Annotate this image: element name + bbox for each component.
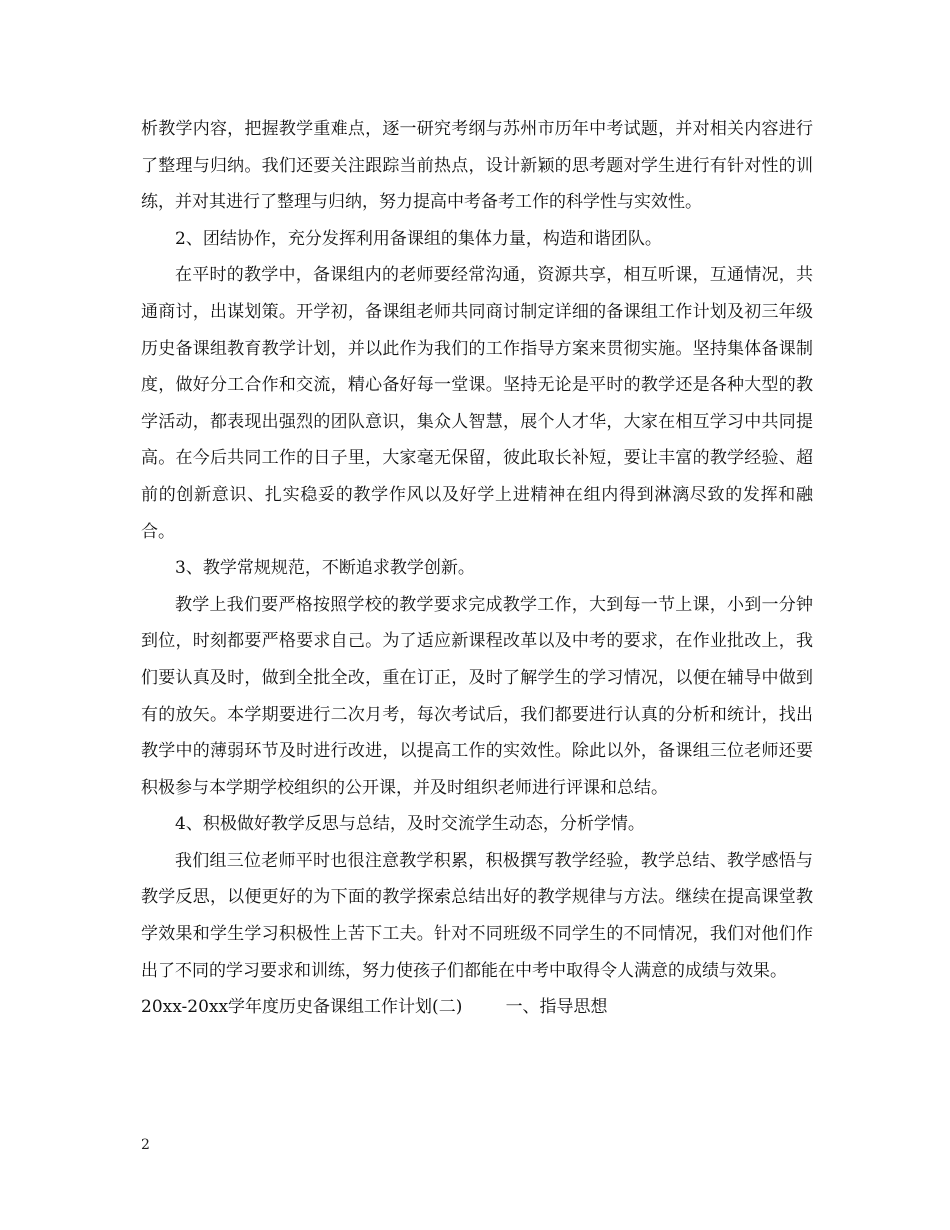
plan-title-line [141,989,813,1026]
paragraph-2-heading: 2、团结协作，充分发挥利用备课组的集体力量，构造和谐团队。 [175,228,662,249]
paragraph-1: 析教学内容，把握教学重难点，逐一研究考纲与苏州市历年中考试题，并对相关内容进行了整理与归纳。我们还要关注跟踪当前热点，设计新颖的思考题对学生进行有针对性的训练，并对其进行了整理与归纳，努力提高中考备考工作的科学性与实效性。 [141,119,813,213]
plan-title: 20xx-20xx学年度历史备课组工作计划(二) [141,997,463,1018]
section-heading: 一、指导思想 [505,997,608,1018]
paragraph-6-heading: 4、积极做好教学反思与总结，及时交流学生动态，分析学情。 [175,814,645,835]
paragraph-4-heading: 3、教学常规规范，不断追求教学创新。 [175,558,475,579]
paragraph-5: 教学上我们要严格按照学校的教学要求完成教学工作，大到每一节上课，小到一分钟到位，时刻都要严格要求自己。为了适应新课程改革以及中考的要求，在作业批改上，我们要认真及时，做到全批全改，重在订正，及时了解学生的学习情况，以便在辅导中做到有的放矢。本学期要进行二次月考，每次考试后，我们都要进行认真的分析和统计，找出教学中的薄弱环节及时进行改进，以提高工作的实效性。除此以外，备课组三位老师还要积极参与本学期学校组织的公开课，并及时组织老师进行评课和总结。 [141,594,813,798]
document-body [141,111,813,1026]
page-number: 2 [141,1137,150,1153]
paragraph-3: 在平时的教学中，备课组内的老师要经常沟通，资源共享，相互听课，互通情况，共通商讨，出谋划策。开学初，备课组老师共同商讨制定详细的备课组工作计划及初三年级历史备课组教育教学计划，并以此作为我们的工作指导方案来贯彻实施。坚持集体备课制度，做好分工合作和交流，精心备好每一堂课。坚持无论是平时的教学还是各种大型的教学活动，都表现出强烈的团队意识，集众人智慧，展个人才华，大家在相互学习中共同提高。在今后共同工作的日子里，大家毫无保留，彼此取长补短，要让丰富的教学经验、超前的创新意识、扎实稳妥的教学作风以及好学上进精神在组内得到淋漓尽致的发挥和融合。 [141,265,813,542]
paragraph-7: 我们组三位老师平时也很注意教学积累，积极撰写教学经验，教学总结、教学感悟与教学反思，以便更好的为下面的教学探索总结出好的教学规律与方法。继续在提高课堂教学效果和学生学习积极性上苦下工夫。针对不同班级不同学生的不同情况，我们对他们作出了不同的学习要求和训练，努力使孩子们都能在中考中取得令人满意的成绩与效果。 [141,850,813,981]
